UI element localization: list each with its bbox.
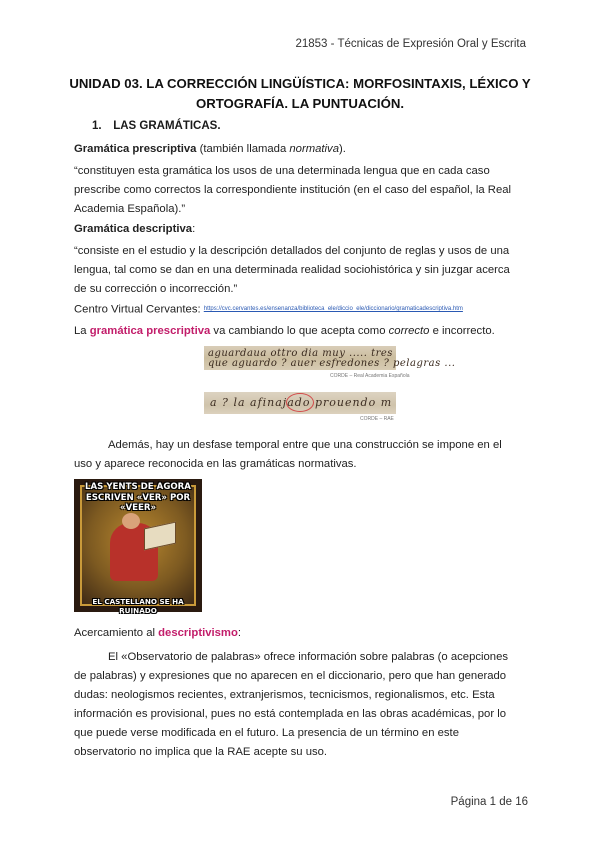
observatory-line-3: dudas: neologismos recientes, extranjerismos, tecnicismos, regionalismos, etc. Esta xyxy=(74,689,495,701)
change-em: correcto xyxy=(388,325,430,337)
manuscript-2-caption: CORDE – RAE xyxy=(360,416,394,422)
change-pre: La xyxy=(74,325,90,337)
meme-top-caption xyxy=(74,482,202,514)
meme-monk-head xyxy=(122,513,140,529)
gap-line-1: Además, hay un desfase temporal entre que una construcción se impone en el xyxy=(108,439,502,451)
manuscript-image-2 xyxy=(204,392,396,414)
descriptive-quote xyxy=(74,242,530,299)
prescriptive-aside-post: ). xyxy=(339,143,346,155)
source-label: Centro Virtual Cervantes: xyxy=(74,303,204,316)
unit-title xyxy=(60,74,540,114)
section-number: 1. xyxy=(92,120,102,132)
descriptive-term-end: : xyxy=(192,223,196,235)
prescriptive-term: Gramática prescriptiva xyxy=(74,143,197,155)
observatory-line-5: que puede verse modificada en el futuro. La presencia de un término en este xyxy=(74,727,459,739)
manuscript-2-line-1: a ? la afinajado prouendo m xyxy=(210,396,393,409)
approach-term: descriptivismo xyxy=(158,627,238,639)
temporal-gap-paragraph xyxy=(74,436,530,474)
observatory-line-2: de palabras) y expresiones que no aparecen en el diccionario, pero que han generado xyxy=(74,670,507,682)
approach-pre: Acercamiento al xyxy=(74,627,159,639)
castellano-meme-image xyxy=(74,479,202,615)
change-term: gramática prescriptiva xyxy=(89,325,211,337)
unit-title-line-2: ORTOGRAFÍA. LA PUNTUACIÓN. xyxy=(195,96,405,111)
page-footer: Página 1 de 16 xyxy=(450,796,528,808)
descriptive-quote-line-3: de su corrección o incorrección.” xyxy=(74,283,238,295)
source-citation xyxy=(74,300,530,319)
prescriptive-definition-heading xyxy=(74,140,530,159)
prescriptive-quote-line-1: “constituyen esta gramática los usos de una determinada lengua que en cada caso xyxy=(74,165,490,177)
descriptivism-heading xyxy=(74,624,530,643)
page-header: 21853 - Técnicas de Expresión Oral y Escrita xyxy=(295,38,526,50)
descriptive-term: Gramática descriptiva xyxy=(74,223,193,235)
change-mid: va cambiando lo que acepta como xyxy=(210,325,389,337)
observatory-line-6: observatorio no implica que la RAE acepte su uso. xyxy=(74,746,328,758)
observatory-line-1: El «Observatorio de palabras» ofrece información sobre palabras (o acepciones xyxy=(108,651,509,663)
prescriptive-change-sentence xyxy=(74,322,530,341)
prescriptive-quote xyxy=(74,162,530,219)
prescriptive-aside-pre: (también llamada xyxy=(196,143,290,155)
unit-title-line-1: UNIDAD 03. LA CORRECCIÓN LINGÜÍSTICA: MORFOSINTAXIS, LÉXICO Y xyxy=(69,76,531,91)
observatory-paragraph xyxy=(74,648,530,762)
observatory-line-4: información es provisional, pues no está contemplada en las obras académicas, por lo xyxy=(74,708,507,720)
gap-line-2: uso y aparece reconocida en las gramáticas normativas. xyxy=(74,458,357,470)
manuscript-1-line-1: aguardaua ottro dia muy ..... tres xyxy=(208,348,393,359)
manuscript-1-caption: CORDE – Real Academia Española xyxy=(330,373,410,379)
prescriptive-quote-line-3: Academia Española).” xyxy=(74,203,186,215)
section-label: LAS GRAMÁTICAS. xyxy=(113,120,221,132)
prescriptive-aside-em: normativa xyxy=(289,143,339,155)
descriptive-quote-line-2: lengua, tal como se dan en una determinada realidad sociohistórica y sin juzgar acerca xyxy=(74,264,510,276)
prescriptive-quote-line-2: prescribe como correctos la correspondiente institución (en el caso del español, la Real xyxy=(74,184,512,196)
source-link[interactable]: https://cvc.cervantes.es/ensenanza/biblioteca_ele/diccio_ele/diccionario/gramaticadescriptiva.htm xyxy=(203,306,463,312)
manuscript-1-line-2: que aguardo ? auer esfredones ? pelagras ... xyxy=(208,358,456,369)
meme-bottom-caption: EL CASTELLANO SE HA RUINADO xyxy=(92,597,184,615)
approach-post: : xyxy=(237,627,242,639)
meme-top-line-2: ESCRIVEN «VER» POR «VEER» xyxy=(85,492,191,513)
section-heading xyxy=(92,120,221,132)
meme-top-line-1: LAS YENTS DE AGORA xyxy=(85,482,191,492)
descriptive-definition-heading xyxy=(74,220,530,239)
manuscript-image-1 xyxy=(204,346,456,370)
change-post: e incorrecto. xyxy=(429,325,495,337)
descriptive-quote-line-1: “consiste en el estudio y la descripción detallados del conjunto de reglas y usos de una xyxy=(74,245,510,257)
red-circle-highlight xyxy=(286,393,314,412)
